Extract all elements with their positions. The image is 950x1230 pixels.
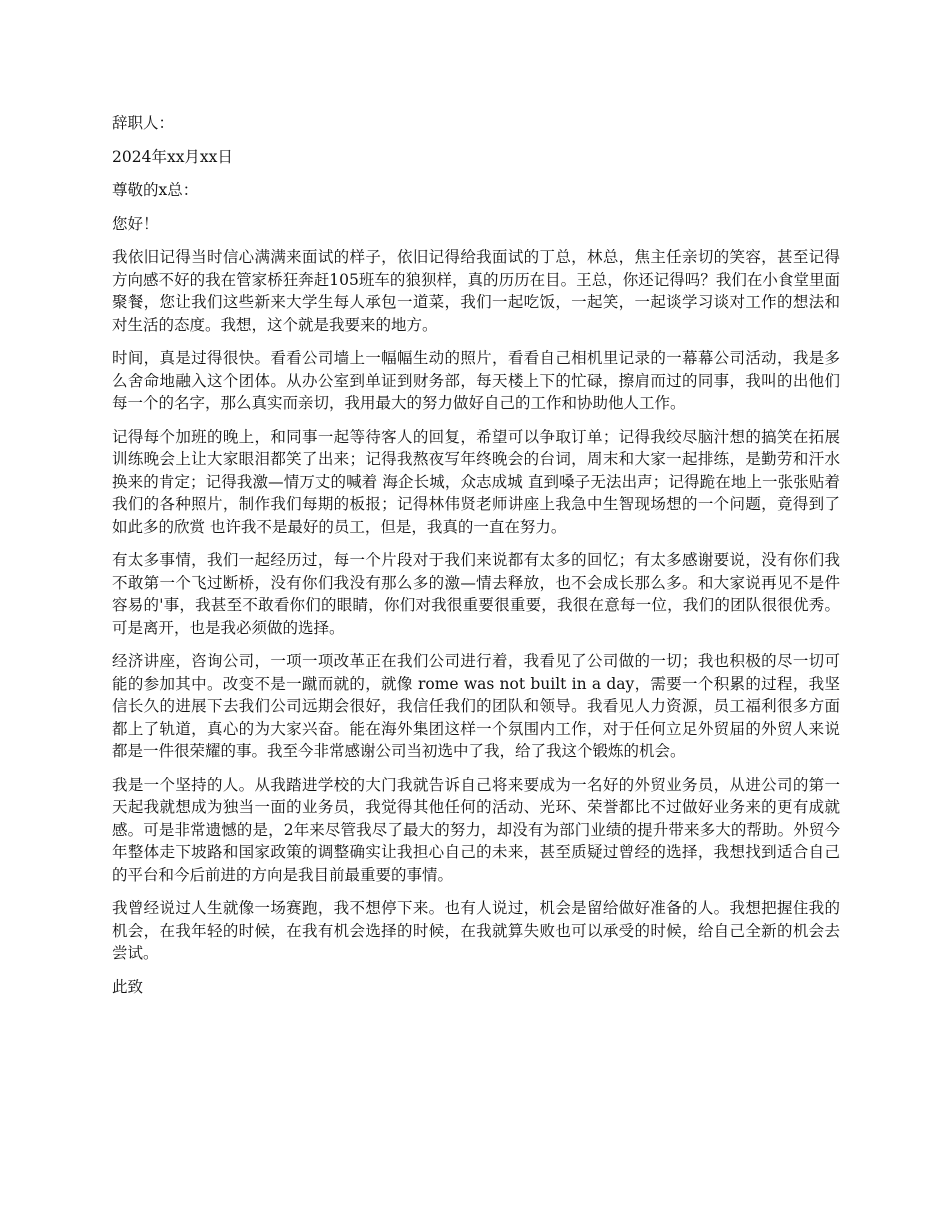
- paragraph-career-goal: 我是一个坚持的人。从我踏进学校的大门我就告诉自己将来要成为一名好的外贸业务员，从进公司的第一天起我就想成为独当一面的业务员，我觉得其他任何的活动、光环、荣誉都比不过做好业务来的更有成就感。可是非常遗憾的是，2年来尽管我尽了最大的努力，却没有为部门业绩的提升带来多大的帮助。外贸今年整体走下坡路和国家政策的调整确实让我担心自己的未来，甚至质疑过曾经的选择，我想找到适合自己的平台和今后前进的方向是我目前最重要的事情。: [112, 775, 840, 884]
- paragraph-new-opportunity: 我曾经说过人生就像一场赛跑，我不想停下来。也有人说过，机会是留给做好准备的人。我想把握住我的机会，在我年轻的时候，在我有机会选择的时候，在我就算失败也可以承受的时候，给自己全新的机会去尝试。: [112, 899, 840, 962]
- resigner-label: 辞职人：: [112, 114, 175, 132]
- resignation-letter: [112, 112, 840, 1009]
- paragraph-company-reform: 经济讲座，咨询公司，一项一项改革正在我们公司进行着，我看见了公司做的一切；我也积极的尽一切可能的参加其中。改变不是一蹴而就的，就像 rome was not built in a day，需要一个积累的过程，我坚信长久的进展下去我们公司远期会很好，我信任我们的团队和领导。我看见人力资源，员工福利很多方面都上了轨道，真心的为大家兴奋。能在海外集团这样一个氛围内工作，对于任何立足外贸届的外贸人来说都是一件很荣耀的事。我至今非常感谢公司当初选中了我，给了我这个锻炼的机会。: [112, 652, 840, 760]
- paragraph-memories: 记得每个加班的晚上，和同事一起等待客人的回复，希望可以争取订单；记得我绞尽脑汁想的搞笑在拓展训练晚会上让大家眼泪都笑了出来；记得我熬夜写年终晚会的台词，周末和大家一起排练，是勤劳和汗水换来的肯定；记得我激—情万丈的喊着 海企长城，众志成城 直到嗓子无法出声；记得跪在地上一张张贴着我们的各种照片，制作我们每期的板报；记得林伟贤老师讲座上我急中生智现场想的一个问题，竟得到了如此多的欣赏 也许我不是最好的员工，但是，我真的一直在努力。: [112, 427, 840, 536]
- paragraph-interview-memory: 我依旧记得当时信心满满来面试的样子，依旧记得给我面试的丁总，林总，焦主任亲切的笑容，甚至记得方向感不好的我在管家桥狂奔赶105班车的狼狈样，真的历历在目。王总，你还记得吗？我们在小食堂里面聚餐，您让我们这些新来大学生每人承包一道菜，我们一起吃饭，一起笑，一起谈学习谈对工作的想法和对生活的态度。我想，这个就是我要来的地方。: [112, 248, 840, 334]
- closing: 此致: [112, 977, 144, 996]
- letter-date: 2024年xx月xx日: [112, 147, 233, 166]
- paragraph-gratitude: 有太多事情，我们一起经历过，每一个片段对于我们来说都有太多的回忆；有太多感谢要说，没有你们我不敢第一个飞过断桥，没有你们我没有那么多的激—情去释放，也不会成长那么多。和大家说再见不是件容易的'事，我甚至不敢看你们的眼睛，你们对我很重要很重要，我很在意每一位，我们的团队很很优秀。可是离开，也是我必须做的选择。: [112, 551, 840, 637]
- salutation: 尊敬的x总：: [112, 181, 199, 199]
- greeting: 您好！: [112, 214, 159, 233]
- paragraph-time-passes: 时间，真是过得很快。看看公司墙上一幅幅生动的照片，看看自己相机里记录的一幕幕公司活动，我是多么舍命地融入这个团体。从办公室到单证到财务部，每天楼上下的忙碌，擦肩而过的同事，我叫的出他们每一个的名字，那么真实而亲切，我用最大的努力做好自己的工作和协助他人工作。: [112, 349, 840, 412]
